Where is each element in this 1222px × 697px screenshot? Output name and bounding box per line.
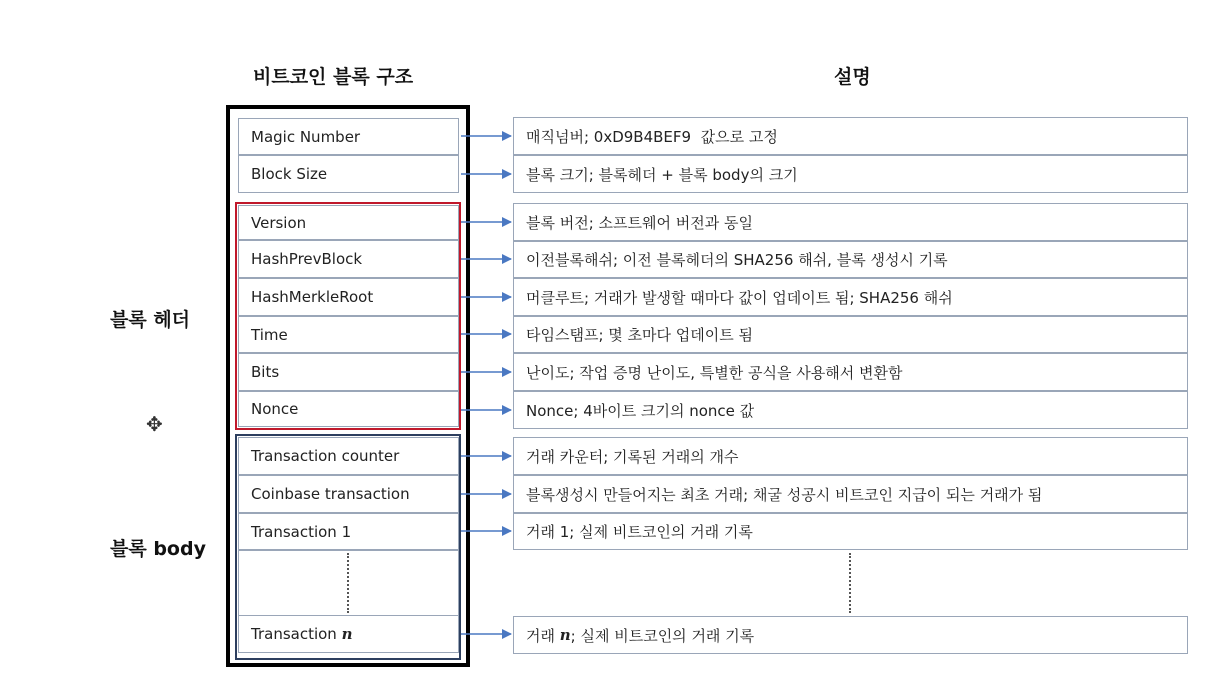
desc-text: Nonce; 4바이트 크기의 nonce 값 bbox=[526, 401, 755, 420]
field-label: Transaction 1 bbox=[251, 522, 352, 541]
field-label: Coinbase transaction bbox=[251, 485, 410, 503]
field-label-var: n bbox=[341, 625, 353, 643]
description-heading: 설명 bbox=[834, 66, 871, 88]
desc-text-var: n bbox=[559, 626, 571, 644]
field-label: Transaction bbox=[251, 625, 342, 643]
field-label: HashPrevBlock bbox=[251, 250, 363, 268]
desc-text: 머클루트; 거래가 발생할 때마다 값이 업데이트 됨; SHA256 해쉬 bbox=[526, 288, 953, 307]
field-label: HashMerkleRoot bbox=[251, 288, 374, 306]
field-label: Nonce bbox=[251, 400, 299, 418]
desc-text: 블록 크기; 블록헤더 + 블록 body의 크기 bbox=[526, 165, 798, 184]
desc-text: 블록 버전; 소프트웨어 버전과 동일 bbox=[526, 213, 753, 232]
desc-text: 거래 1; 실제 비트코인의 거래 기록 bbox=[526, 523, 753, 541]
field-label: Version bbox=[251, 213, 307, 232]
desc-text: 매직넘버; 0xD9B4BEF9 값으로 고정 bbox=[526, 127, 778, 146]
desc-text: 난이도; 작업 증명 난이도, 특별한 공식을 사용해서 변환함 bbox=[526, 363, 903, 382]
desc-text-suffix: ; 실제 비트코인의 거래 기록 bbox=[570, 626, 755, 645]
desc-text: 타임스탬프; 몇 초마다 업데이트 됨 bbox=[526, 326, 753, 344]
block-body-label: 블록 body bbox=[110, 538, 206, 560]
structure-heading: 비트코인 블록 구조 bbox=[253, 66, 414, 88]
field-label: Bits bbox=[251, 363, 280, 381]
field-label: Transaction counter bbox=[251, 447, 400, 465]
field-label: Block Size bbox=[251, 165, 328, 183]
field-label: Magic Number bbox=[251, 127, 361, 146]
field-label: Time bbox=[251, 325, 288, 344]
desc-text: 거래 카운터; 기록된 거래의 개수 bbox=[526, 447, 739, 466]
move-cursor-icon: ✥ bbox=[146, 412, 163, 436]
block-header-label: 블록 헤더 bbox=[110, 309, 191, 331]
desc-text: 블록생성시 만들어지는 최초 거래; 채굴 성공시 비트코인 지급이 되는 거래가 됨 bbox=[526, 485, 1043, 504]
desc-text: 이전블록해쉬; 이전 블록헤더의 SHA256 해쉬, 블록 생성시 기록 bbox=[526, 251, 948, 269]
desc-text: 거래 bbox=[526, 626, 560, 645]
